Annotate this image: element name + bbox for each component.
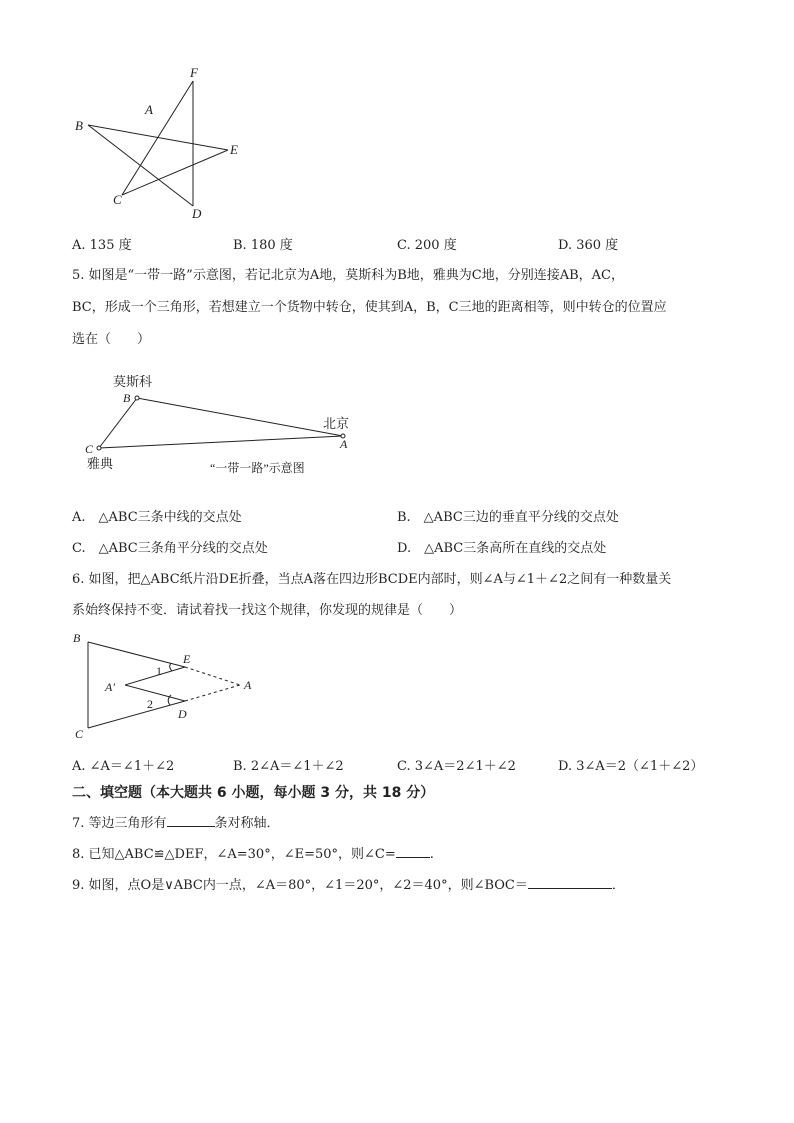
label-a: A [145, 102, 153, 117]
label-b: B [75, 118, 83, 133]
label-c: C [113, 192, 122, 207]
line-ce [122, 150, 228, 195]
label-c: C [85, 442, 94, 456]
label-b: B [123, 391, 131, 405]
q9 [72, 874, 625, 893]
q9-answer-blank[interactable] [528, 874, 612, 889]
dashed-ea [185, 667, 240, 685]
line-ca [99, 436, 343, 448]
line-bd [88, 125, 193, 206]
q7-text-before: 7. 等边三角形有 [72, 816, 167, 831]
q8-text-before: 8. 已知△ABC≌△DEF，∠A=30°，∠E=50°，则∠C= [72, 847, 396, 862]
label-c: C [75, 727, 84, 741]
q8 [72, 843, 434, 862]
fold-ea1 [125, 667, 185, 685]
label-beijing: 北京 [323, 416, 350, 431]
star-figure [60, 62, 260, 227]
belt-road-figure [75, 368, 365, 480]
side-cd [88, 701, 185, 728]
label-angle-1: 1 [156, 664, 162, 678]
section-title: 二、填空题（本大题共 6 小题，每小题 3 分，共 18 分） [72, 785, 435, 801]
fold-a1d [125, 685, 185, 701]
label-e: E [230, 142, 238, 157]
q8-text-after: . [429, 847, 434, 862]
line-ba [137, 398, 343, 436]
label-moscow: 莫斯科 [113, 374, 153, 389]
q6-option-d: D. 3∠A＝2（∠1＋∠2） [558, 759, 704, 774]
angle-1-arc [170, 663, 172, 671]
q5-option-a: A. △ABC三条中线的交点处 [72, 510, 242, 525]
label-angle-2: 2 [147, 697, 153, 711]
q8-answer-blank[interactable] [396, 843, 430, 858]
q5-option-c: C. △ABC三条角平分线的交点处 [72, 541, 268, 556]
q6-option-c: C. 3∠A＝2∠1＋∠2 [397, 759, 516, 774]
q5-text-line3: 选在（ ） [72, 332, 151, 347]
q5-text-line2: BC，形成一个三角形，若想建立一个货物中转仓，使其到A，B，C三地的距离相等，则中转仓的位置应 [72, 300, 667, 315]
label-d: D [178, 707, 187, 721]
q4-option-c: C. 200 度 [397, 238, 457, 253]
label-e: E [183, 652, 191, 666]
q4-option-b: B. 180 度 [233, 238, 293, 253]
label-a: A [244, 678, 252, 692]
q7 [72, 812, 280, 831]
line-fc [122, 81, 193, 195]
q9-text-before: 9. 如图，点O是∨ABC内一点，∠A＝80°，∠1＝20°，∠2＝40°，则∠BOC＝ [72, 878, 528, 893]
q6-option-a: A. ∠A＝∠1＋∠2 [72, 759, 175, 774]
point-c [97, 446, 101, 450]
label-a-prime: A′ [105, 680, 115, 694]
label-b: B [73, 631, 81, 645]
line-bc [99, 398, 137, 448]
q7-text-after: 条对称轴． [214, 816, 280, 831]
line-be [88, 125, 228, 150]
q4-option-d: D. 360 度 [558, 238, 619, 253]
label-f: F [190, 65, 198, 80]
q5-option-d: D. △ABC三条高所在直线的交点处 [397, 541, 607, 556]
figure-caption: “一带一路”示意图 [210, 461, 305, 475]
label-a: A [340, 437, 348, 451]
label-d: D [192, 206, 202, 221]
q5-option-b: B. △ABC三边的垂直平分线的交点处 [397, 510, 619, 525]
point-b [135, 396, 139, 400]
q6-text-line2: 系始终保持不变．请试着找一找这个规律，你发现的规律是（ ） [72, 603, 463, 618]
q6-option-b: B. 2∠A＝∠1＋∠2 [233, 759, 344, 774]
q9-text-after: ． [611, 878, 625, 893]
q4-option-a: A. 135 度 [72, 238, 132, 253]
q6-text-line1: 6. 如图，把△ABC纸片沿DE折叠，当点A落在四边形BCDE内部时，则∠A与∠1＋∠2之间有一种数量关 [72, 572, 672, 587]
dashed-da [185, 685, 240, 701]
label-athens: 雅典 [87, 456, 114, 471]
q5-text-line1: 5. 如图是“一带一路”示意图，若记北京为A地，莫斯科为B地，雅典为C地，分别连接AB，AC， [72, 268, 624, 283]
fold-figure [65, 625, 270, 745]
q7-answer-blank[interactable] [167, 812, 215, 827]
